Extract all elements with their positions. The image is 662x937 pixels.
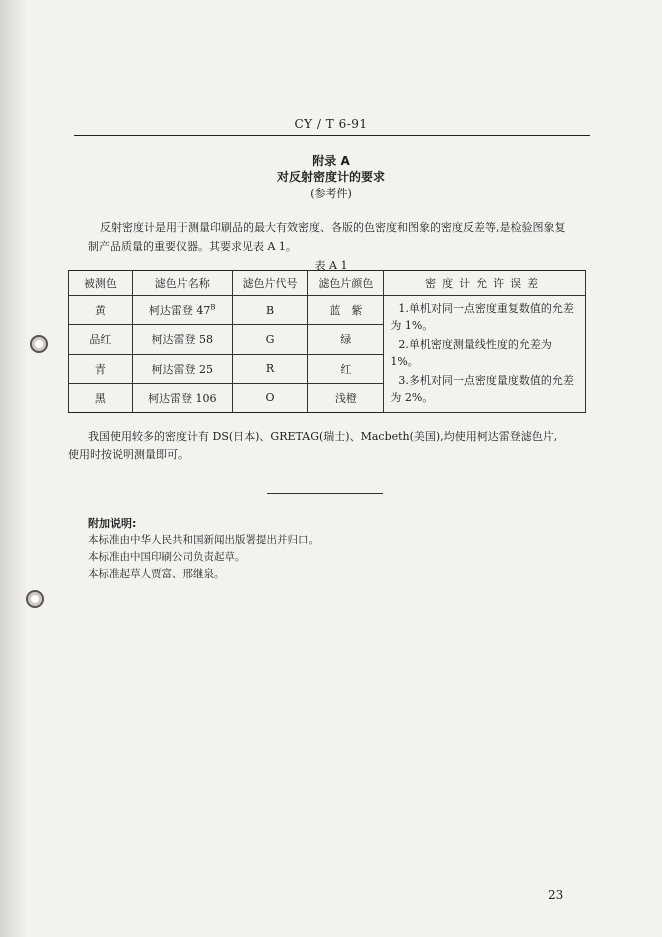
cell-tolerance (384, 296, 586, 413)
header-measured-color: 被测色 (69, 271, 133, 296)
cell-filter-color: 红 (308, 354, 384, 383)
cell-measured-color: 品红 (69, 325, 133, 354)
table-caption: 表 A 1 (314, 259, 348, 272)
additional-notes-heading: 附加说明: (88, 517, 137, 530)
table-header-row (69, 271, 586, 296)
cell-measured-color: 黑 (69, 383, 133, 412)
cell-filter-code: B (232, 296, 308, 325)
header-filter-color: 滤色片颜色 (308, 271, 384, 296)
filter-table (68, 270, 586, 413)
binding-hole-icon (26, 590, 44, 608)
tolerance-item: 2.单机密度测量线性度的允差为 1%。 (390, 338, 552, 368)
usage-line: 我国使用较多的密度计有 DS(日本)、GRETAG(瑞士)、Macbeth(美国),均使用柯达雷登滤色片, (88, 430, 558, 443)
additional-notes (88, 532, 319, 583)
cell-filter-code: G (232, 325, 308, 354)
header-filter-name: 滤色片名称 (132, 271, 232, 296)
page-number: 23 (548, 888, 564, 902)
note-line: 本标准由中华人民共和国新闻出版署提出并归口。 (88, 534, 319, 546)
header-filter-code: 滤色片代号 (232, 271, 308, 296)
filter-superscript: B (210, 303, 216, 312)
intro-line: 制产品质量的重要仪器。其要求见表 A 1。 (88, 240, 297, 253)
cell-filter-color: 蓝 紫 (308, 296, 384, 325)
appendix-title: 对反射密度计的要求 (276, 170, 385, 184)
cell-filter-name: 柯达雷登 58 (132, 325, 232, 354)
cell-filter-code: R (232, 354, 308, 383)
cell-filter-name: 柯达雷登 106 (132, 383, 232, 412)
scan-edge-shadow (0, 0, 28, 937)
header-tolerance: 密度计允许误差 (384, 271, 586, 296)
cell-filter-color: 浅橙 (308, 383, 384, 412)
filter-name-text: 柯达雷登 47 (148, 304, 211, 318)
cell-filter-name (132, 296, 232, 325)
note-line: 本标准由中国印刷公司负责起草。 (88, 551, 246, 563)
cell-measured-color: 黄 (69, 296, 133, 325)
appendix-note: (参考件) (310, 187, 352, 200)
header-rule (74, 135, 590, 136)
intro-line: 反射密度计是用于测量印刷品的最大有效密度、各版的色密度和图象的密度反差等,是检验图象复 (100, 221, 566, 234)
tolerance-item: 1.单机对同一点密度重复数值的允差为 1%。 (390, 302, 574, 332)
appendix-label: 附录 A (312, 154, 350, 168)
table-row (69, 296, 586, 325)
cell-filter-name: 柯达雷登 25 (132, 354, 232, 383)
standard-code: CY / T 6-91 (294, 117, 368, 131)
binding-hole-icon (30, 335, 48, 353)
tolerance-item: 3.多机对同一点密度量度数值的允差为 2%。 (390, 374, 574, 404)
cell-measured-color: 青 (69, 354, 133, 383)
section-divider (267, 493, 383, 494)
usage-paragraph (68, 428, 598, 464)
intro-paragraph (88, 218, 598, 256)
cell-filter-color: 绿 (308, 325, 384, 354)
note-line: 本标准起草人贾富、邢继泉。 (88, 568, 225, 580)
cell-filter-code: O (232, 383, 308, 412)
usage-line: 使用时按说明测量即可。 (68, 448, 189, 461)
